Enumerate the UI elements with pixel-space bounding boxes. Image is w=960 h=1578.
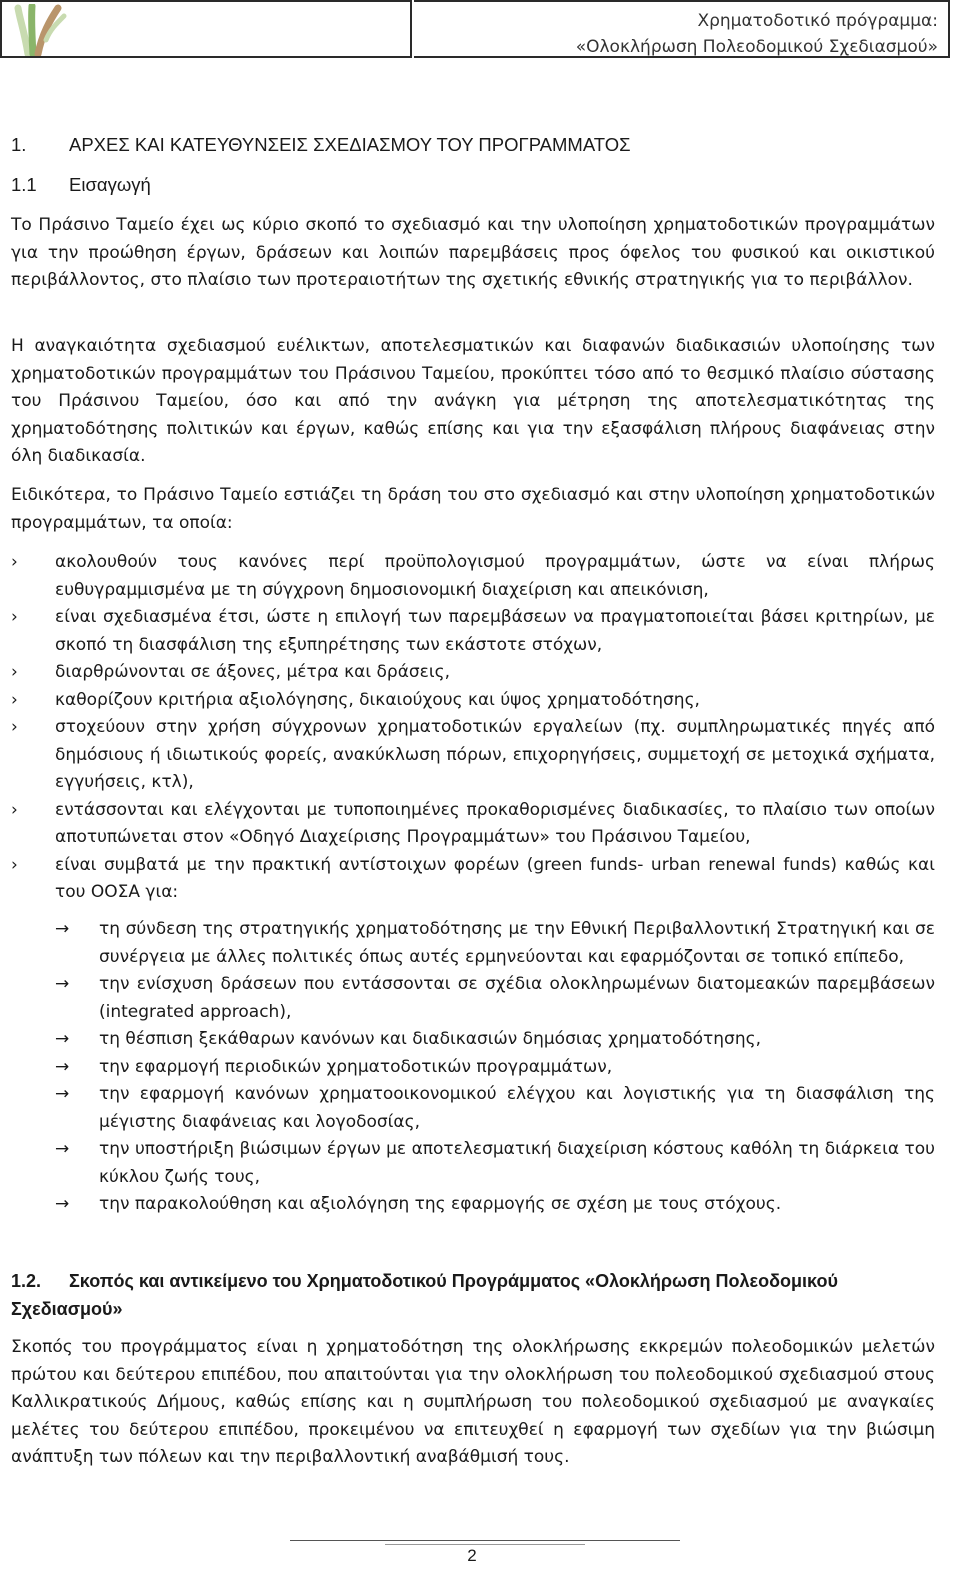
green-fund-logo-icon bbox=[6, 4, 68, 56]
list-item: › εντάσσονται και ελέγχονται με τυποποιημένες προκαθορισμένες διαδικασίες, το πλαίσιο των οποίων αποτυπώνεται στον «Οδηγό Διαχείρισης Προγραμμάτων» του Πράσινου Ταμείου, bbox=[11, 797, 935, 852]
arrow-right-icon: → bbox=[55, 974, 70, 994]
arrow-right-icon: → bbox=[55, 1056, 70, 1077]
intro-paragraph-2: Η αναγκαιότητα σχεδιασμού ευέλικτων, αποτελεσματικών και διαφανών διαδικασιών υλοποίησης των χρηματοδοτικών προγραμμάτων του Πράσινου Ταμείου, προκύπτει τόσο από το θεσμικό πλαίσιο σύστασης του Πράσινου Ταμείου, όσο και από την ανάγκη για μέτρηση της αποτελεσματικότητας της χρηματοδότησης πολιτικών και έργων, καθώς επίσης και για την εξασφάλιση πλήρους διαφάνειας στην όλη διαδικασία. bbox=[11, 336, 935, 466]
list-item: → τη θέσπιση ξεκάθαρων κανόνων και διαδικασιών δημόσιας χρηματοδότησης, bbox=[55, 1026, 935, 1054]
criteria-bullet-list bbox=[11, 549, 935, 907]
section-1-heading bbox=[11, 134, 631, 156]
page-number: 2 bbox=[467, 1546, 477, 1565]
bullet-chevron-icon: › bbox=[11, 799, 18, 820]
section-1-1-title: Εισαγωγή bbox=[69, 174, 151, 195]
section-1-1-number: 1.1 bbox=[11, 174, 37, 195]
bullet-chevron-icon: › bbox=[11, 662, 18, 682]
section-1-2-paragraph: Σκοπός του προγράμματος είναι η χρηματοδότηση της ολοκλήρωσης εκκρεμών πολεοδομικών μελετών πρώτου και δεύτερου επιπέδου, που απαιτούνται για την ολοκλήρωση του πολεοδομικού σχεδιασμού στους Καλλικρατικούς Δήμους, καθώς επίσης και η συμπλήρωση του πολεοδομικού σχεδιασμού με αναγκαίες μελέτες του δεύτερου επιπέδου, προκειμένου να επιτευχθεί η εφαρμογή των σχεδίων για την βιώσιμη ανάπτυξη των πόλεων και την περιβαλλοντική αναβάθμισή τους. bbox=[11, 1337, 935, 1467]
list-item: → την εφαρμογή κανόνων χρηματοοικονομικού ελέγχου και λογιστικής για τη διασφάλιση της μέγιστης διαφάνειας και λογοδοσίας, bbox=[55, 1081, 935, 1136]
page-header bbox=[0, 0, 950, 60]
bullet-chevron-icon: › bbox=[11, 552, 18, 572]
list-item: › είναι σχεδιασμένα έτσι, ώστε η επιλογή των παρεμβάσεων να πραγματοποιείται βάσει κριτηρίων, με σκοπό τη διασφάλιση της εξυπηρέτησης των εκάστοτε στόχων, bbox=[11, 604, 935, 659]
list-item: → τη σύνδεση της στρατηγικής χρηματοδότησης με την Εθνική Περιβαλλοντική Στρατηγική και σε συνέργεια με άλλες πολιτικές όπως αυτές ερμηνεύονται και εφαρμόζονται σε τοπικό επίπεδο, bbox=[55, 916, 935, 971]
bullet-chevron-icon: › bbox=[11, 854, 18, 875]
list-item: › διαρθρώνονται σε άξονες, μέτρα και δράσεις, bbox=[11, 659, 935, 687]
list-item: → την εφαρμογή περιοδικών χρηματοδοτικών προγραμμάτων, bbox=[55, 1054, 935, 1082]
list-item: → την υποστήριξη βιώσιμων έργων με αποτελεσματική διαχείριση κόστους καθόλη τη διάρκεια του κύκλου ζωής τους, bbox=[55, 1136, 935, 1191]
arrow-right-icon: → bbox=[55, 1139, 70, 1159]
bullet-chevron-icon: › bbox=[11, 689, 18, 710]
list-item: → την παρακολούθηση και αξιολόγηση της εφαρμογής σε σχέση με τους στόχους. bbox=[55, 1191, 935, 1219]
arrow-right-icon: → bbox=[55, 919, 70, 939]
section-1-number: 1. bbox=[11, 134, 27, 155]
section-1-2-number: 1.2. bbox=[11, 1271, 42, 1291]
footer-divider bbox=[290, 1540, 680, 1541]
intro-paragraph-1: Το Πράσινο Ταμείο έχει ως κύριο σκοπό το σχεδιασμό και την υλοποίηση χρηματοδοτικών προγραμμάτων για την προώθηση έργων, δράσεων και λοιπών παρεμβάσεις προς όφελος του φυσικού και οικιστικού περιβάλλοντος, στο πλαίσιο των προτεραιοτήτων της σχετικής εθνικής στρατηγικής για το περιβάλλον. bbox=[11, 215, 935, 290]
section-1-2-heading bbox=[11, 1268, 935, 1323]
bullet-chevron-icon: › bbox=[11, 607, 18, 627]
footer-divider-secondary bbox=[385, 1544, 585, 1545]
list-item: → την ενίσχυση δράσεων που εντάσσονται σε σχέδια ολοκληρωμένων διατομεακών παρεμβάσεων (integrated approach), bbox=[55, 971, 935, 1026]
program-title-line1: Χρηματοδοτικό πρόγραμμα: bbox=[697, 11, 938, 31]
intro-paragraph-3: Ειδικότερα, το Πράσινο Ταμείο εστιάζει τη δράση του στο σχεδιασμό και στην υλοποίηση χρηματοδοτικών προγραμμάτων, τα οποία: bbox=[11, 485, 935, 533]
logo-box bbox=[0, 0, 412, 58]
list-item: › είναι συμβατά με την πρακτική αντίστοιχων φορέων (green funds- urban renewal funds) καθώς και του ΟΟΣΑ για: bbox=[11, 852, 935, 907]
arrow-right-icon: → bbox=[55, 1084, 70, 1104]
list-item: › καθορίζουν κριτήρια αξιολόγησης, δικαιούχους και ύψος χρηματοδότησης, bbox=[11, 687, 935, 715]
section-1-1-heading bbox=[11, 174, 151, 196]
section-1-2-title: Σκοπός και αντικείμενο του Χρηματοδοτικού Προγράμματος «Ολοκλήρωση Πολεοδομικού Σχεδιασμού» bbox=[11, 1271, 838, 1319]
goals-arrow-list bbox=[55, 916, 935, 1219]
list-item: › στοχεύουν στην χρήση σύγχρονων χρηματοδοτικών εργαλείων (πχ. συμπληρωματικές πηγές από δημόσιους ή ιδιωτικούς φορείς, ανακύκλωση πόρων, επιχορηγήσεις, συμμετοχή σε μετοχικά σχήματα, εγγυήσεις, κτλ), bbox=[11, 714, 935, 797]
section-1-title: ΑΡΧΕΣ ΚΑΙ ΚΑΤΕΥΘΥΝΣΕΙΣ ΣΧΕΔΙΑΣΜΟΥ ΤΟΥ ΠΡΟΓΡΑΜΜΑΤΟΣ bbox=[69, 134, 631, 155]
program-title-box bbox=[414, 0, 950, 58]
list-item: › ακολουθούν τους κανόνες περί προϋπολογισμού προγραμμάτων, ώστε να είναι πλήρως ευθυγραμμισμένα με τη σύγχρονη δημοσιονομική διαχείριση και απεικόνιση, bbox=[11, 549, 935, 604]
arrow-right-icon: → bbox=[55, 1029, 70, 1049]
arrow-right-icon: → bbox=[55, 1194, 70, 1214]
bullet-chevron-icon: › bbox=[11, 717, 18, 737]
program-title-line2: «Ολοκλήρωση Πολεοδομικού Σχεδιασμού» bbox=[575, 37, 938, 57]
